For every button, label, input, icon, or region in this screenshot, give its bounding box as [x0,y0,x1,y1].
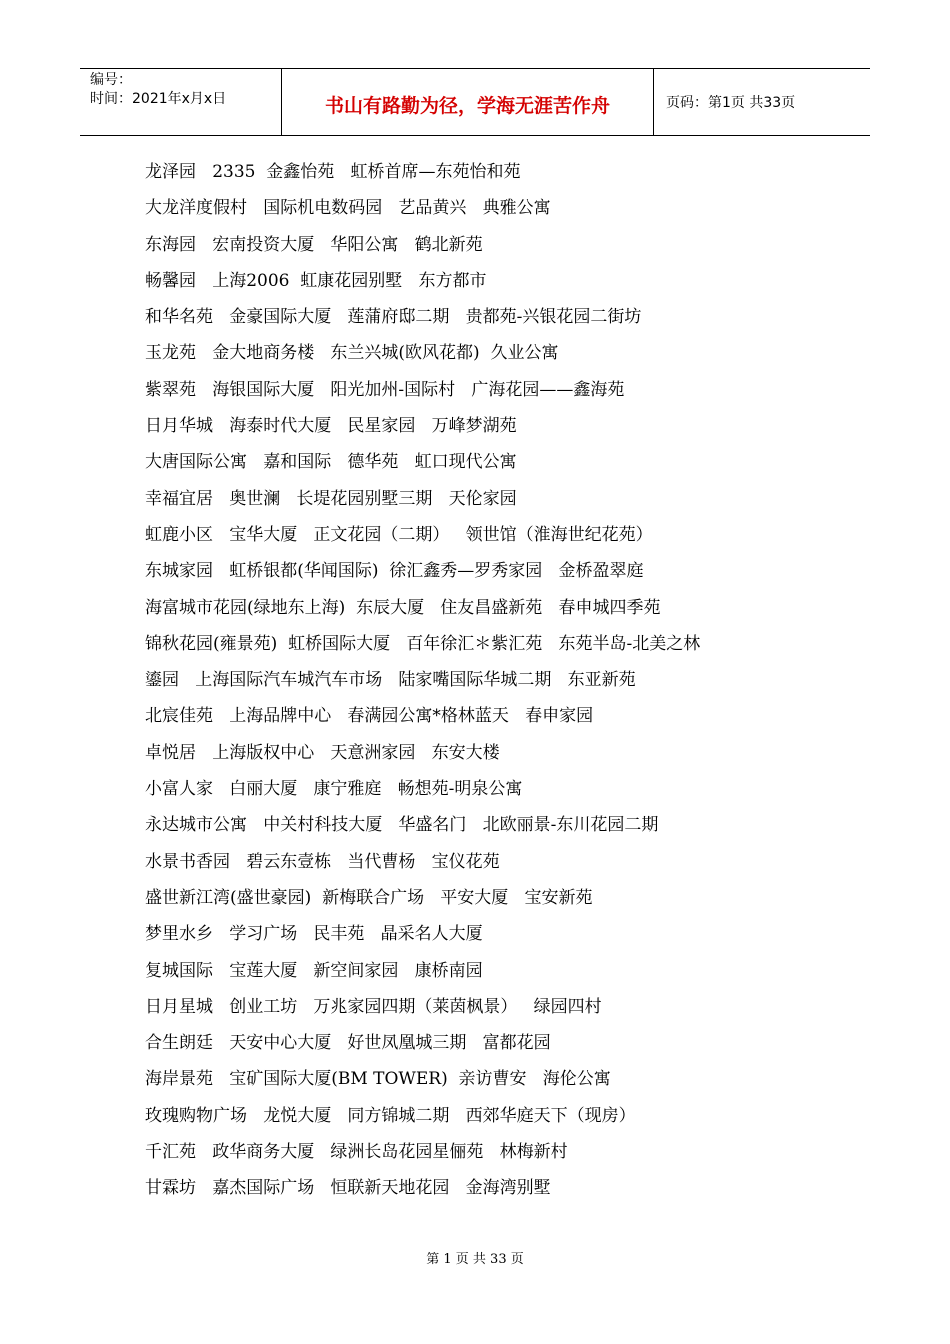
text-line: 海富城市花园(绿地东上海) 东辰大厦 住友昌盛新苑 春申城四季苑 [145,597,661,618]
text-line: 小富人家 白丽大厦 康宁雅庭 畅想苑-明泉公寓 [145,779,523,800]
header-page-info: 页码：第1页 共33页 [666,95,796,111]
page-header [80,68,870,136]
text-line: 梦里水乡 学习广场 民丰苑 晶采名人大厦 [145,924,483,945]
text-line: 玉龙苑 金大地商务楼 东兰兴城(欧风花都) 久业公寓 [145,343,559,364]
text-line: 日月华城 海泰时代大厦 民星家园 万峰梦湖苑 [145,416,517,437]
text-line: 玫瑰购物广场 龙悦大厦 同方锦城二期 西郊华庭天下（现房） [145,1105,636,1126]
page-footer: 第 1 页 共 33 页 [426,1252,524,1267]
text-line: 水景书香园 碧云东壹栋 当代曹杨 宝仪花苑 [145,851,500,872]
text-line: 海岸景苑 宝矿国际大厦(BM TOWER) 亲访曹安 海伦公寓 [145,1069,611,1090]
text-line: 大唐国际公寓 嘉和国际 德华苑 虹口现代公寓 [145,452,517,473]
text-line: 盛世新江湾(盛世豪园) 新梅联合广场 平安大厦 宝安新苑 [145,887,593,908]
header-motto: 书山有路勤为径，学海无涯苦作舟 [282,69,654,135]
text-line: 北宸佳苑 上海品牌中心 春满园公寓*格林蓝天 春申家园 [145,706,594,727]
text-line: 畅馨园 上海2006 虹康花园别墅 东方都市 [145,270,487,291]
text-line: 卓悦居 上海版权中心 天意洲家园 东安大楼 [145,742,500,763]
document-time-label: 时间：2021年x月x日 [90,91,227,107]
text-line: 合生朗廷 天安中心大厦 好世凤凰城三期 富都花园 [145,1033,551,1054]
text-line: 大龙洋度假村 国际机电数码园 艺品黄兴 典雅公寓 [145,198,551,219]
text-line: 鎏园 上海国际汽车城汽车市场 陆家嘴国际华城二期 东亚新苑 [145,670,636,691]
text-line: 千汇苑 政华商务大厦 绿洲长岛花园星俪苑 林梅新村 [145,1142,568,1163]
text-line: 幸福宜居 奥世澜 长堤花园别墅三期 天伦家园 [145,488,517,509]
text-line: 虹鹿小区 宝华大厦 正文花园（二期） 领世馆（淮海世纪花苑） [145,524,653,545]
text-line: 复城国际 宝莲大厦 新空间家园 康桥南园 [145,960,483,981]
text-line: 日月星城 创业工坊 万兆家园四期（莱茵枫景） 绿园四村 [145,996,602,1017]
text-line: 和华名苑 金豪国际大厦 莲蒲府邸二期 贵都苑-兴银花园二街坊 [145,307,642,328]
document-body [145,154,845,1207]
text-line: 锦秋花园(雍景苑) 虹桥国际大厦 百年徐汇＊紫汇苑 东苑半岛-北美之林 [145,633,701,654]
text-line: 东海园 宏南投资大厦 华阳公寓 鹤北新苑 [145,234,483,255]
text-line: 东城家园 虹桥银都(华闻国际) 徐汇鑫秀—罗秀家园 金桥盈翠庭 [145,561,644,582]
header-meta [80,69,282,135]
text-line: 永达城市公寓 中关村科技大厦 华盛名门 北欧丽景-东川花园二期 [145,815,659,836]
document-number-label: 编号： [90,72,132,88]
text-line: 甘霖坊 嘉杰国际广场 恒联新天地花园 金海湾别墅 [145,1178,551,1199]
text-line: 紫翠苑 海银国际大厦 阳光加州-国际村 广海花园——鑫海苑 [145,379,625,400]
text-line: 龙泽园 2335 金鑫怡苑 虹桥首席—东苑怡和苑 [145,162,521,182]
